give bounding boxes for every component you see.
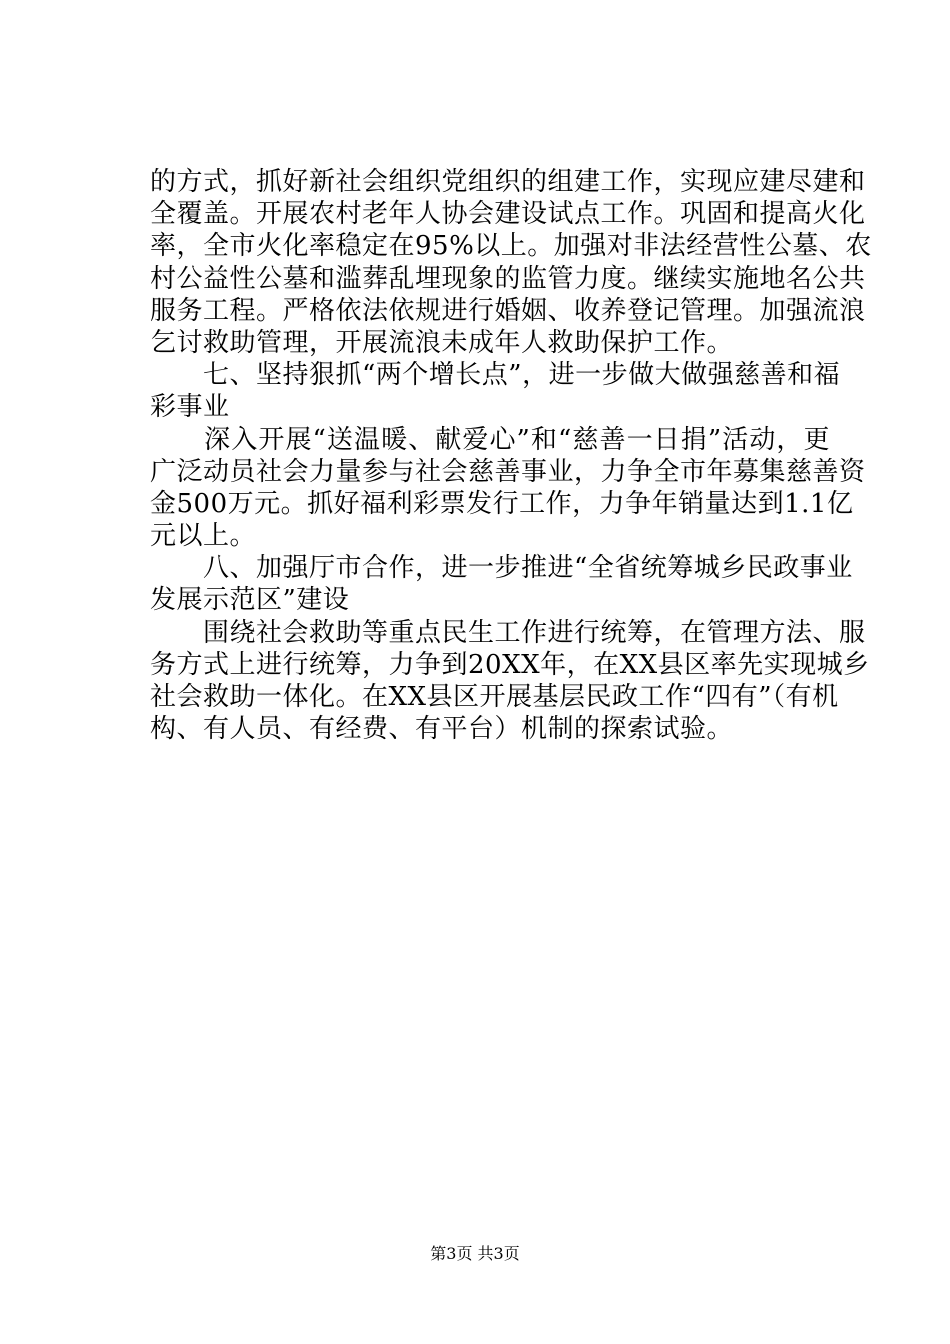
text-line: 广泛动员社会力量参与社会慈善事业，力争全市年募集慈善资 xyxy=(150,456,866,487)
section-heading-line: 七、坚持狠抓“两个增长点”，进一步做大做强慈善和福 xyxy=(150,360,841,391)
text-line: 乞讨救助管理，开展流浪未成年人救助保护工作。 xyxy=(150,327,734,358)
text-line: 的方式，抓好新社会组织党组织的组建工作，实现应建尽建和 xyxy=(150,167,866,197)
text-line: 社会救助一体化。在XX县区开展基层民政工作“四有”（有机 xyxy=(150,682,839,712)
section-heading-line: 发展示范区”建设 xyxy=(150,585,350,616)
text-line: 村公益性公墓和滥葬乱埋现象的监管力度。继续实施地名公共 xyxy=(150,263,866,294)
section-heading-line: 八、加强厅市合作，进一步推进“全省统筹城乡民政事业 xyxy=(150,553,853,584)
text-line: 构、有人员、有经费、有平台）机制的探索试验。 xyxy=(150,714,734,745)
text-line: 金500万元。抓好福利彩票发行工作，力争年销量达到1.1亿 xyxy=(150,488,854,519)
body-text xyxy=(150,166,872,745)
text-line: 全覆盖。开展农村老年人协会建设试点工作。巩固和提高火化 xyxy=(150,199,866,230)
text-line: 元以上。 xyxy=(150,521,257,552)
text-line: 深入开展“送温暖、献爱心”和“慈善一日捐”活动，更 xyxy=(150,424,830,455)
text-line: 围绕社会救助等重点民生工作进行统筹，在管理方法、服 xyxy=(150,617,866,648)
text-line: 服务工程。严格依法依规进行婚姻、收养登记管理。加强流浪 xyxy=(150,295,866,326)
text-line: 务方式上进行统筹，力争到20XX年，在XX县区率先实现城乡 xyxy=(150,649,870,680)
page-footer xyxy=(0,1244,950,1264)
text-line: 率，全市火化率稳定在95%以上。加强对非法经营性公墓、农 xyxy=(150,231,872,262)
page-number: 第3页 共3页 xyxy=(430,1244,520,1263)
section-heading-line: 彩事业 xyxy=(150,392,230,423)
